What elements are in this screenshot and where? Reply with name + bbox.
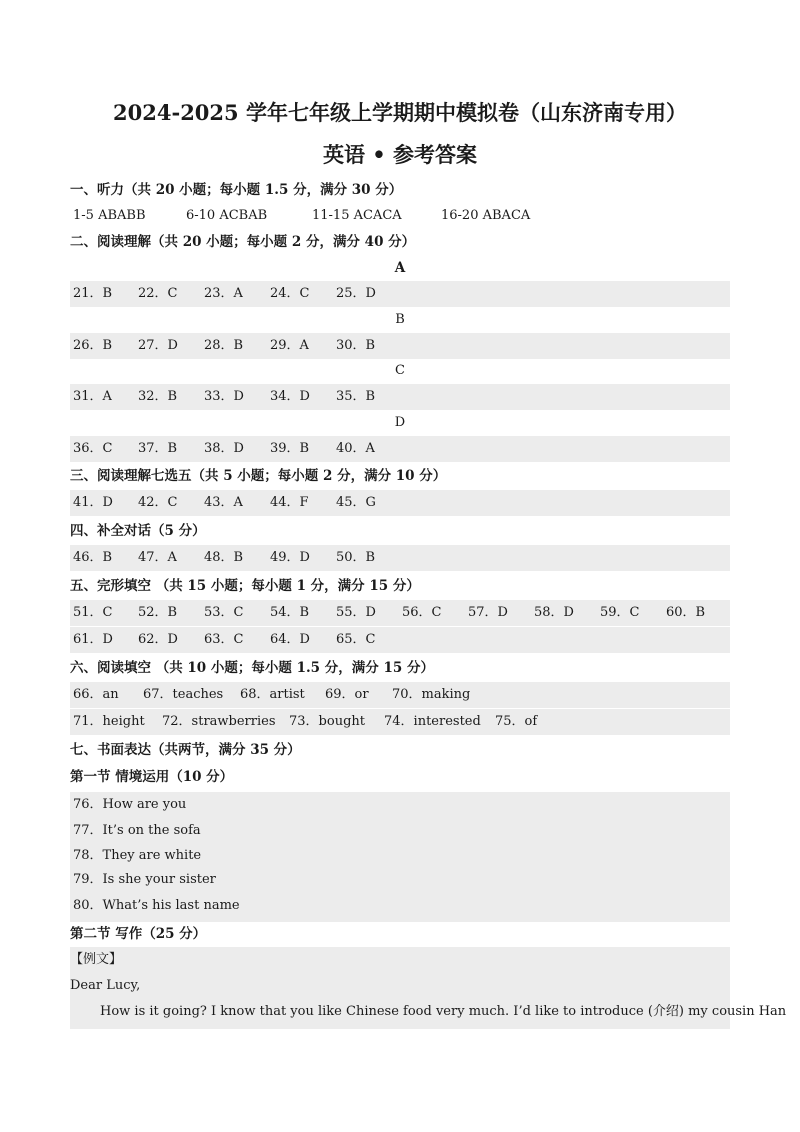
section-4-heading: 四、补全对话（5 分）: [70, 523, 206, 539]
section-7-part-2-heading: 第二节 写作（25 分）: [70, 926, 207, 942]
sample-essay-body: How is it going? I know that you like Chinese food very much. I’d like to introduce (介绍) my cousin Han: [100, 1004, 787, 1019]
answer-item: 75．of: [495, 714, 538, 729]
section-5-heading: 五、完形填空 （共 15 小题；每小题 1 分，满分 15 分）: [70, 578, 420, 594]
answer-item: 34．D: [270, 389, 310, 404]
answer-item: 73．bought: [289, 714, 365, 729]
passage-b-answers: [70, 333, 730, 359]
answer-line: 76．How are you: [73, 797, 187, 812]
answer-line: 78．They are white: [73, 848, 202, 863]
passage-c-answers: [70, 384, 730, 410]
answer-item: 61．D: [73, 632, 113, 647]
answer-group: 11-15 ACACA: [312, 208, 402, 223]
section-1-heading: 一、听力（共 20 小题；每小题 1.5 分，满分 30 分）: [70, 182, 403, 198]
answer-item: 24．C: [270, 286, 310, 301]
sample-essay-greeting: Dear Lucy,: [70, 978, 141, 993]
answer-group: 1-5 ABABB: [73, 208, 146, 223]
section-3-heading: 三、阅读理解七选五（共 5 小题；每小题 2 分，满分 10 分）: [70, 468, 447, 484]
sample-essay-label: 【例文】: [70, 952, 123, 967]
answer-item: 63．C: [204, 632, 244, 647]
passage-d-answers: [70, 436, 730, 462]
answer-line: 80．What’s his last name: [73, 898, 240, 913]
answer-item: 33．D: [204, 389, 244, 404]
answer-item: 36．C: [73, 441, 113, 456]
answer-item: 37．B: [138, 441, 178, 456]
answer-item: 43．A: [204, 495, 243, 510]
section-6-answers-row-1: [70, 682, 730, 708]
answer-item: 64．D: [270, 632, 310, 647]
answer-item: 69．or: [325, 687, 369, 702]
answer-item: 67．teaches: [143, 687, 224, 702]
answer-item: 22．C: [138, 286, 178, 301]
answer-item: 26．B: [73, 338, 113, 353]
answer-item: 48．B: [204, 550, 244, 565]
page-title: 2024-2025 学年七年级上学期期中模拟卷（山东济南专用）: [113, 100, 687, 125]
answer-item: 49．D: [270, 550, 310, 565]
section-4-answers: [70, 545, 730, 571]
answer-item: 21．B: [73, 286, 113, 301]
answer-item: 56．C: [402, 605, 442, 620]
answer-item: 74．interested: [384, 714, 481, 729]
answer-item: 35．B: [336, 389, 376, 404]
section-7-part-1-heading: 第一节 情境运用（10 分）: [70, 769, 234, 785]
answer-line: 79．Is she your sister: [73, 872, 216, 887]
answer-item: 47．A: [138, 550, 177, 565]
answer-item: 45．G: [336, 495, 376, 510]
passage-label-a: A: [394, 260, 406, 276]
answer-item: 71．height: [73, 714, 145, 729]
answer-item: 27．D: [138, 338, 178, 353]
answer-item: 25．D: [336, 286, 376, 301]
answer-item: 65．C: [336, 632, 376, 647]
answer-item: 42．C: [138, 495, 178, 510]
answer-item: 23．A: [204, 286, 243, 301]
section-6-answers-row-2: [70, 709, 730, 735]
answer-item: 68．artist: [240, 687, 305, 702]
passage-label-c: C: [395, 363, 405, 378]
answer-item: 57．D: [468, 605, 508, 620]
answer-item: 38．D: [204, 441, 244, 456]
answer-item: 55．D: [336, 605, 376, 620]
answer-item: 52．B: [138, 605, 178, 620]
answer-item: 40．A: [336, 441, 375, 456]
answer-item: 72．strawberries: [162, 714, 276, 729]
answer-item: 60．B: [666, 605, 706, 620]
answer-item: 53．C: [204, 605, 244, 620]
section-7-heading: 七、书面表达（共两节，满分 35 分）: [70, 742, 301, 758]
answer-item: 59．C: [600, 605, 640, 620]
answer-item: 54．B: [270, 605, 310, 620]
section-3-answers: [70, 490, 730, 516]
answer-item: 41．D: [73, 495, 113, 510]
page-subtitle: 英语 • 参考答案: [322, 142, 478, 167]
answer-item: 28．B: [204, 338, 244, 353]
answer-item: 39．B: [270, 441, 310, 456]
answer-group: 16-20 ABACA: [441, 208, 531, 223]
answer-item: 46．B: [73, 550, 113, 565]
answer-item: 50．B: [336, 550, 376, 565]
passage-label-d: D: [394, 415, 406, 430]
section-2-heading: 二、阅读理解（共 20 小题；每小题 2 分，满分 40 分）: [70, 234, 416, 250]
passage-a-answers: [70, 281, 730, 307]
section-5-answers-row-1: [70, 600, 730, 626]
answer-item: 62．D: [138, 632, 178, 647]
answer-item: 66．an: [73, 687, 119, 702]
answer-item: 44．F: [270, 495, 309, 510]
answer-item: 70．making: [392, 687, 471, 702]
answer-item: 31．A: [73, 389, 112, 404]
answer-item: 30．B: [336, 338, 376, 353]
answer-item: 51．C: [73, 605, 113, 620]
answer-item: 29．A: [270, 338, 309, 353]
section-1-answers: [70, 203, 730, 229]
section-6-heading: 六、阅读填空 （共 10 小题；每小题 1.5 分，满分 15 分）: [70, 660, 434, 676]
section-5-answers-row-2: [70, 627, 730, 653]
answer-item: 32．B: [138, 389, 178, 404]
answer-group: 6-10 ACBAB: [186, 208, 268, 223]
answer-item: 58．D: [534, 605, 574, 620]
passage-label-b: B: [395, 312, 405, 327]
answer-line: 77．It’s on the sofa: [73, 823, 201, 838]
